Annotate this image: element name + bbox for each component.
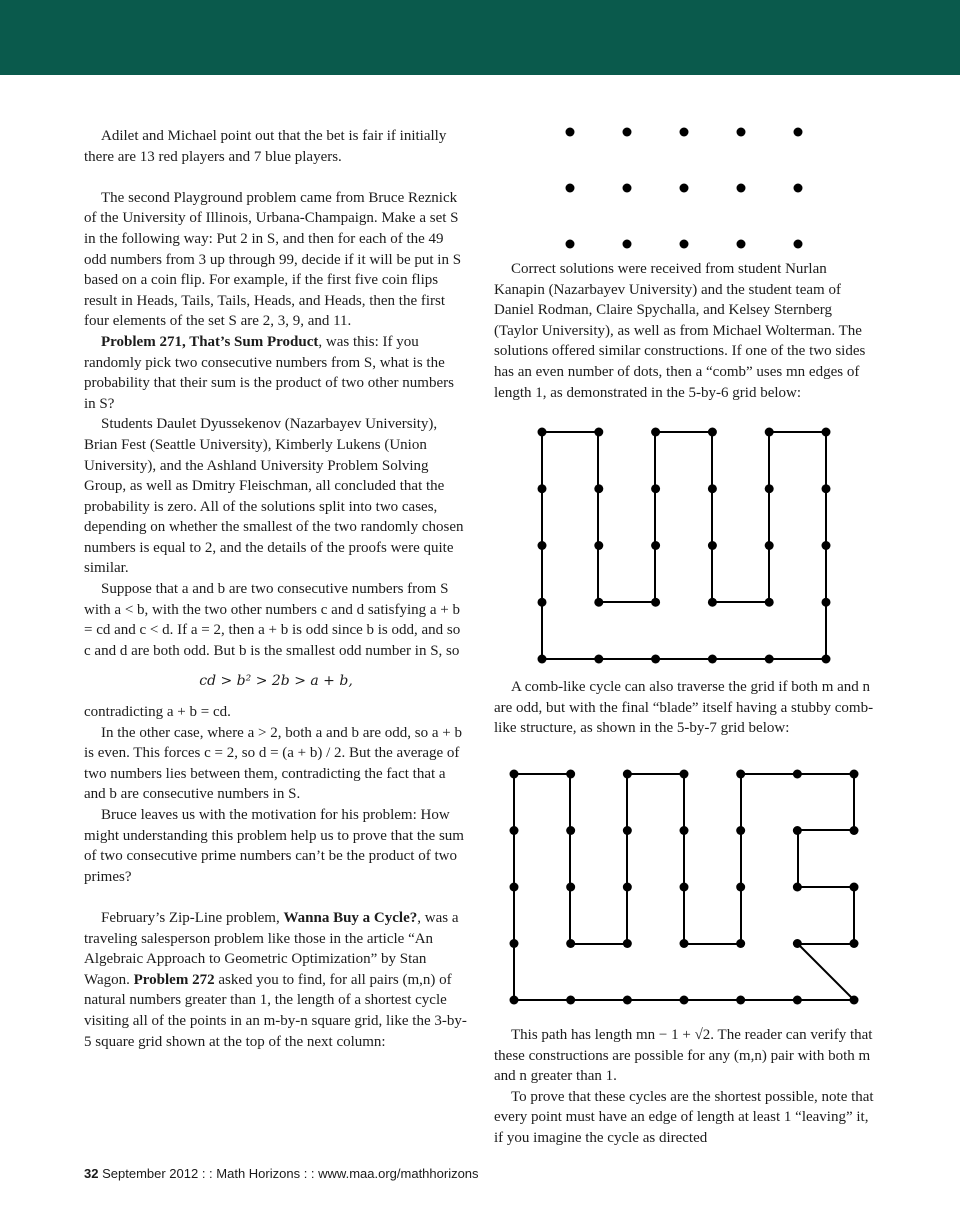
grid-dot — [708, 655, 717, 664]
grid-dot — [651, 541, 660, 550]
grid-dot — [680, 128, 689, 137]
grid-dot — [538, 484, 547, 493]
figure-comb-5x7 — [504, 764, 864, 1010]
grid-dot — [765, 428, 774, 437]
grid-dot — [510, 939, 519, 948]
grid-dot — [651, 484, 660, 493]
grid-dot — [510, 770, 519, 779]
grid-dot — [736, 939, 745, 948]
grid-dot — [510, 996, 519, 1005]
paragraph-contradicting: contradicting a + b = cd. — [84, 704, 231, 721]
grid-dot — [822, 541, 831, 550]
grid-dot — [651, 428, 660, 437]
paragraph-problem-271: Problem 271, That’s Sum Product, was this: If you randomly pick two consecutive numbers from S, what is the probability that their sum is the product of two other numbers in S? — [84, 333, 454, 412]
comb-5x7-svg — [504, 764, 864, 1010]
grid-dot — [538, 541, 547, 550]
grid-dot — [793, 883, 802, 892]
equation: cd > b² > 2b > a + b, — [199, 673, 353, 690]
grid-dot — [822, 598, 831, 607]
grid-dot — [737, 240, 746, 249]
grid-dot — [623, 883, 632, 892]
grid-dot — [538, 655, 547, 664]
grid-dot — [623, 128, 632, 137]
grid-dot — [566, 939, 575, 948]
grid-dot — [794, 240, 803, 249]
grid-dot — [538, 428, 547, 437]
grid-dot — [651, 598, 660, 607]
header-bar — [0, 0, 960, 75]
paragraph-motivation: Bruce leaves us with the motivation for his problem: How might understanding this problem help us to prove that the sum of two consecutive prime numbers can’t be the product of two primes? — [84, 807, 464, 885]
grid-dot — [566, 996, 575, 1005]
paragraph-zip-line: February’s Zip-Line problem, Wanna Buy a Cycle?, was a traveling salesperson problem like those in the article “An Algebraic Approach to Geometric Optimization” by Stan Wagon. Problem 272 asked you to find, for all pairs (m,n) of natural numbers greater than 1, the length of a shortest cycle visiting all of the points in an m-by-n square grid, like the 3-by-5 square grid shown at the top of the next column: — [84, 909, 467, 1050]
grid-dot — [623, 770, 632, 779]
grid-dot — [623, 939, 632, 948]
paragraph-prove: To prove that these cycles are the shortest possible, note that every point must have an edge of length at least 1 “leaving” it, if you imagine the cycle as directed — [494, 1088, 874, 1146]
grid-dot — [680, 240, 689, 249]
grid-dot — [510, 883, 519, 892]
problem-272-name: Wanna Buy a Cycle? — [283, 909, 418, 926]
figure-comb-5x6 — [532, 423, 842, 669]
grid-dot — [850, 996, 859, 1005]
paragraph-comb-like: A comb-like cycle can also traverse the grid if both m and n are odd, but with the final “blade” itself having a stubby comb-like structure, as shown in the 5-by-7 grid below: — [494, 679, 874, 737]
grid-dot — [736, 996, 745, 1005]
comb-5x6-svg — [532, 423, 842, 669]
grid-dot — [594, 428, 603, 437]
grid-dot — [594, 655, 603, 664]
paragraph-suppose: Suppose that a and b are two consecutive numbers from S with a < b, with the two other numbers c and d satisfying a + b = cd and c < d. If a = 2, then a + b is odd since b is odd, and so c and d are both odd. But b is the smallest odd number in S, so — [84, 581, 461, 659]
paragraph-playground: The second Playground problem came from Bruce Reznick of the University of Illinois, Urbana-Champaign. Make a set S in the following way: Put 2 in S, and then for each of the 49 odd numbers from 3 up through 99, decide if it will be put in S based on a coin flip. For example, if the first five coin flips result in Heads, Tails, Tails, Heads, and Heads, then the first four elements of the set S are 2, 3, 9, and 11. — [84, 189, 462, 330]
grid-dot — [736, 770, 745, 779]
grid-dot — [708, 484, 717, 493]
grid-dot — [793, 939, 802, 948]
grid-dot — [794, 184, 803, 193]
grid-dot — [566, 770, 575, 779]
page-footer — [84, 1166, 479, 1181]
grid-dot — [623, 184, 632, 193]
grid-dot — [793, 770, 802, 779]
grid-dot — [736, 826, 745, 835]
grid-dot — [623, 996, 632, 1005]
grid-dot — [680, 883, 689, 892]
grid-dot — [623, 240, 632, 249]
grid-dot — [594, 598, 603, 607]
grid-dot — [680, 184, 689, 193]
grid-dot — [566, 826, 575, 835]
grid-dot — [794, 128, 803, 137]
paragraph-correct-solutions: Correct solutions were received from student Nurlan Kanapin (Nazarbayev University) and the student team of Daniel Rodman, Claire Spychalla, and Kelsey Sternberg (Taylor University), as well as from Michael Wolterman. The solutions offered similar constructions. If one of the two sides has an even number of dots, then a “comb” uses mn edges of length 1, as demonstrated in the 5-by-6 grid below: — [494, 261, 866, 401]
grid-dot — [680, 770, 689, 779]
paragraph-bet: Adilet and Michael point out that the bet is fair if initially there are 13 red players and 7 blue players. — [84, 128, 447, 165]
grid-dot — [765, 655, 774, 664]
comb-5x6-path — [542, 432, 826, 659]
problem-272-label: Problem 272 — [133, 971, 215, 988]
grid-dot — [737, 128, 746, 137]
grid-dot — [765, 598, 774, 607]
grid-dot — [850, 883, 859, 892]
grid-dot — [708, 541, 717, 550]
grid-dot — [594, 484, 603, 493]
grid-dot — [566, 240, 575, 249]
grid-dot — [822, 484, 831, 493]
grid-dot — [850, 826, 859, 835]
grid-dot — [680, 826, 689, 835]
right-column-middle — [494, 677, 878, 739]
grid-dot — [680, 939, 689, 948]
paragraph-solvers: Students Daulet Dyussekenov (Nazarbayev University), Brian Fest (Seattle University), Kimberly Lukens (Union University), and the Ashland University Problem Solving Group, as well as Dmitry Fleischman, all concluded that the probability is zero. All of the solutions split into two cases, depending on whether the smallest of the two randomly chosen numbers is equal to 2, and the details of the proofs were quite similar. — [84, 416, 464, 577]
grid-dot — [793, 996, 802, 1005]
grid-dot — [566, 883, 575, 892]
figure-grid-3x5 — [560, 122, 810, 252]
page-number: 32 — [84, 1166, 99, 1181]
dot-grid-svg — [560, 122, 810, 252]
problem-271-title: Problem 271, That’s Sum Product — [101, 333, 319, 350]
grid-dot — [538, 598, 547, 607]
grid-dot — [822, 655, 831, 664]
left-column — [84, 126, 468, 1052]
grid-dot — [822, 428, 831, 437]
grid-dot — [736, 883, 745, 892]
grid-dot — [651, 655, 660, 664]
grid-dot — [708, 598, 717, 607]
grid-dot — [566, 128, 575, 137]
grid-dot — [623, 826, 632, 835]
grid-dot — [737, 184, 746, 193]
right-column-top — [494, 259, 878, 403]
grid-dot — [850, 770, 859, 779]
grid-dot — [680, 996, 689, 1005]
grid-dot — [850, 939, 859, 948]
grid-dot — [510, 826, 519, 835]
grid-dot — [765, 484, 774, 493]
right-column-bottom — [494, 1025, 878, 1149]
grid-dot — [793, 826, 802, 835]
grid-dot — [566, 184, 575, 193]
grid-dot — [765, 541, 774, 550]
paragraph-other-case: In the other case, where a > 2, both a and b are odd, so a + b is even. This forces c = 2, so d = (a + b) / 2. But the average of two numbers lies between them, contradicting the fact that a and b are consecutive numbers in S. — [84, 724, 462, 803]
footer-text: September 2012 : : Math Horizons : : www.maa.org/mathhorizons — [102, 1166, 479, 1181]
paragraph-path-length: This path has length mn − 1 + √2. The reader can verify that these constructions are possible for any (m,n) pair with both m and n greater than 1. — [494, 1027, 873, 1085]
grid-dot — [594, 541, 603, 550]
grid-dot — [708, 428, 717, 437]
